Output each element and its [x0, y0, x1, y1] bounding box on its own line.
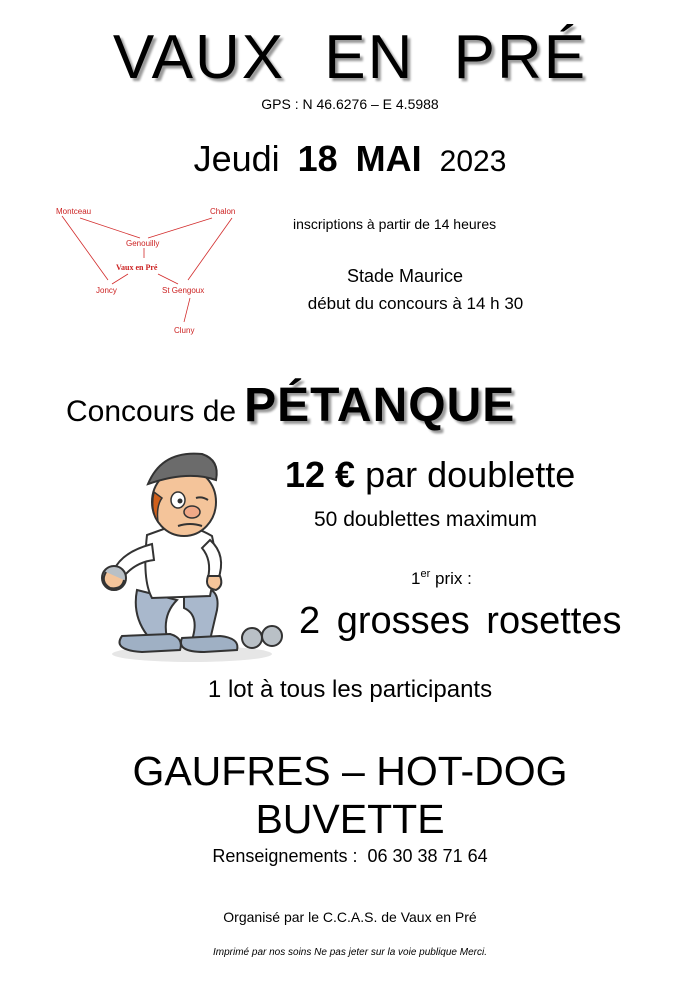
price-per-team: [285, 454, 575, 496]
map-label-montceau: Montceau: [56, 207, 92, 216]
food-offer: GAUFRES – HOT-DOG: [132, 748, 568, 794]
petanque-player-illustration: [92, 440, 292, 665]
venue-name: Stade Maurice: [346, 266, 464, 286]
contact-phone: 06 30 38 71 64: [367, 846, 488, 866]
event-date: [0, 138, 700, 180]
map-label-genouilly: Genouilly: [126, 239, 160, 248]
participants-gift-text: 1 lot à tous les participants: [207, 676, 493, 703]
page-title: VAUX EN PRÉ: [112, 23, 588, 92]
date-month: MAI: [355, 138, 422, 179]
contact-label: Renseignements :: [212, 846, 358, 866]
prize-rank: 1: [411, 569, 421, 588]
map-label-joncy: Joncy: [96, 286, 117, 295]
map-label-st-gengoux: St Gengoux: [162, 286, 205, 295]
map-label-cluny: Cluny: [174, 326, 195, 335]
price-amount: 12 €: [285, 454, 356, 495]
organizer: Organisé par le C.C.A.S. de Vaux en Pré: [223, 909, 477, 925]
max-teams: 50 doublettes maximum: [314, 508, 537, 531]
date-weekday: Jeudi: [193, 138, 280, 179]
first-prize: 2 grosses rosettes: [299, 600, 622, 642]
map-label-center: Vaux en Pré: [116, 263, 158, 272]
map-label-chalon: Chalon: [210, 207, 236, 216]
print-notice: Imprimé par nos soins Ne pas jeter sur la voie publique Merci.: [212, 947, 487, 958]
date-day: 18: [297, 138, 338, 179]
drinks-offer: BUVETTE: [255, 796, 445, 842]
event-name: PÉTANQUE: [244, 379, 516, 432]
location-map: [40, 200, 270, 345]
event-lead: Concours de: [66, 395, 237, 428]
participants-gift: [0, 676, 700, 704]
prize-label: [411, 568, 472, 589]
prize-rank-suffix: er: [420, 568, 431, 580]
contact-info: [0, 846, 700, 867]
inscriptions-info: inscriptions à partir de 14 heures: [293, 216, 497, 232]
gps-coordinates: GPS : N 46.6276 – E 4.5988: [261, 96, 439, 112]
event-heading: [66, 378, 515, 433]
start-time: début du concours à 14 h 30: [307, 294, 524, 313]
date-year: 2023: [439, 145, 507, 178]
price-unit: par doublette: [365, 454, 576, 495]
prize-label-text: prix :: [434, 569, 472, 588]
